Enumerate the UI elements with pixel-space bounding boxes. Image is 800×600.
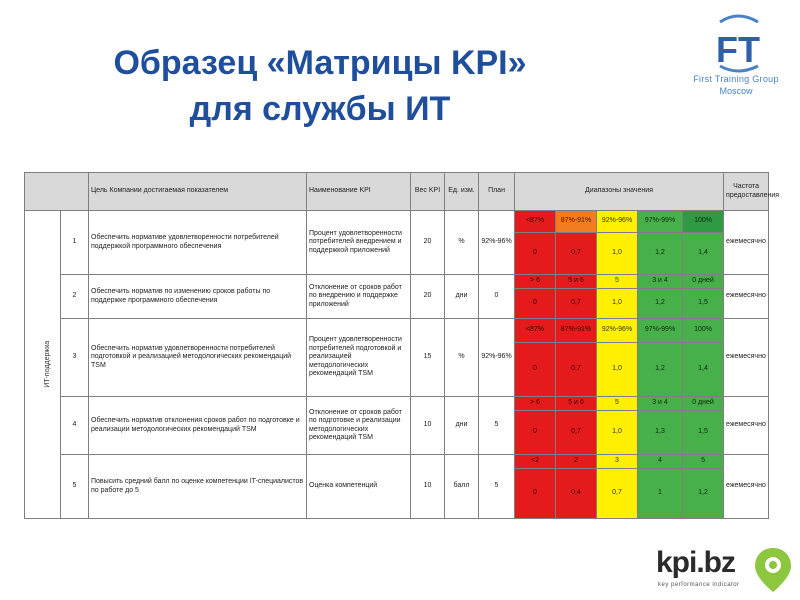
row-goal: Обеспечить норматив отклонения сроков работ по подготовке и реализации методологических рекомендаций TSM	[89, 397, 307, 455]
group-label: ИТ-поддержка	[44, 341, 52, 388]
range-label-red: <87%	[515, 211, 556, 233]
range-value-red: 0	[515, 233, 556, 275]
row-unit: балл	[445, 455, 479, 519]
row-number: 3	[61, 319, 89, 397]
row-goal: Обеспечить норматив удовлетворенности потребителей подготовкой и реализацией методологических рекомендаций TSM	[89, 319, 307, 397]
table-row	[25, 455, 769, 469]
row-plan: 5	[479, 397, 515, 455]
row-unit: %	[445, 319, 479, 397]
header-weight: Вес KPI	[411, 173, 445, 211]
range-label-red: <2	[515, 455, 556, 469]
row-weight: 15	[411, 319, 445, 397]
row-number: 1	[61, 211, 89, 275]
row-weight: 20	[411, 275, 445, 319]
range-label-light-green: 3 и 4	[638, 275, 683, 289]
row-frequency: ежемесячно	[724, 211, 769, 275]
range-value-light-green: 1,2	[638, 343, 683, 397]
range-value-orange: 0,7	[556, 411, 597, 455]
header-empty	[25, 173, 89, 211]
slide-title-line-1: Образец «Матрицы KPI»	[113, 44, 527, 82]
range-label-dark-green: 100%	[683, 211, 724, 233]
table-row	[25, 319, 769, 343]
row-frequency: ежемесячно	[724, 275, 769, 319]
range-label-light-green: 97%-99%	[638, 319, 683, 343]
range-value-dark-green: 1,4	[683, 233, 724, 275]
row-unit: %	[445, 211, 479, 275]
range-value-orange: 0,4	[556, 469, 597, 519]
row-number: 2	[61, 275, 89, 319]
row-plan: 92%-96%	[479, 211, 515, 275]
kpibz-subtitle: key performance indicator	[658, 582, 740, 588]
row-unit: дни	[445, 397, 479, 455]
row-plan: 92%-96%	[479, 319, 515, 397]
ftg-monogram-icon	[710, 12, 766, 74]
header-unit: Ед. изм.	[445, 173, 479, 211]
range-value-red: 0	[515, 469, 556, 519]
range-label-yellow: 5	[597, 275, 638, 289]
range-label-red: > 6	[515, 275, 556, 289]
row-plan: 5	[479, 455, 515, 519]
range-label-yellow: 92%-96%	[597, 211, 638, 233]
range-label-yellow: 5	[597, 397, 638, 411]
row-frequency: ежемесячно	[724, 397, 769, 455]
row-frequency: ежемесячно	[724, 455, 769, 519]
table-row	[25, 397, 769, 411]
range-value-yellow: 1,0	[597, 411, 638, 455]
range-label-orange: 5 и 6	[556, 397, 597, 411]
range-label-dark-green: 0 дней	[683, 397, 724, 411]
range-value-orange: 0,7	[556, 289, 597, 319]
first-training-group-logo	[676, 8, 796, 104]
range-value-light-green: 1,2	[638, 289, 683, 319]
slide-title	[40, 40, 600, 132]
kpibz-brand: kpi.bz	[656, 546, 736, 579]
table-row	[25, 211, 769, 233]
range-label-yellow: 92%-96%	[597, 319, 638, 343]
range-label-orange: 5 и 6	[556, 275, 597, 289]
table-header-row	[25, 173, 769, 211]
range-value-light-green: 1	[638, 469, 683, 519]
range-label-red: <87%	[515, 319, 556, 343]
row-goal: Обеспечить норматив по изменению сроков работы по поддержке программного обеспечения	[89, 275, 307, 319]
row-kpi-name: Процент удовлетворенности потребителей подготовкой и реализацией методологических рекомендаций TSM	[307, 319, 411, 397]
range-value-dark-green: 1,4	[683, 343, 724, 397]
ftg-monogram-text: FT	[716, 29, 760, 70]
range-label-light-green: 97%-99%	[638, 211, 683, 233]
range-label-dark-green: 5	[683, 455, 724, 469]
range-label-light-green: 3 и 4	[638, 397, 683, 411]
range-value-red: 0	[515, 289, 556, 319]
group-label-cell	[25, 211, 61, 519]
row-unit: дни	[445, 275, 479, 319]
range-label-red: > 6	[515, 397, 556, 411]
row-weight: 20	[411, 211, 445, 275]
range-label-light-green: 4	[638, 455, 683, 469]
range-value-dark-green: 1,5	[683, 289, 724, 319]
range-label-yellow: 3	[597, 455, 638, 469]
range-value-yellow: 1,0	[597, 233, 638, 275]
location-pin-icon	[752, 546, 794, 594]
kpi-matrix-table	[24, 172, 780, 519]
range-value-dark-green: 1,5	[683, 411, 724, 455]
range-label-orange: 87%-91%	[556, 211, 597, 233]
row-frequency: ежемесячно	[724, 319, 769, 397]
row-weight: 10	[411, 397, 445, 455]
header-frequency: Частота предоставления	[724, 173, 769, 211]
table-row	[25, 275, 769, 289]
range-value-light-green: 1,2	[638, 233, 683, 275]
range-value-light-green: 1,3	[638, 411, 683, 455]
range-label-dark-green: 100%	[683, 319, 724, 343]
row-weight: 10	[411, 455, 445, 519]
row-goal: Обеспечить нормативе удовлетворенности потребителей поддержкой программного обеспечения	[89, 211, 307, 275]
range-value-red: 0	[515, 343, 556, 397]
range-value-dark-green: 1,2	[683, 469, 724, 519]
row-number: 4	[61, 397, 89, 455]
range-value-red: 0	[515, 411, 556, 455]
slide-title-line-2: для службы ИТ	[189, 90, 451, 128]
range-value-yellow: 1,0	[597, 343, 638, 397]
range-label-orange: 87%-91%	[556, 319, 597, 343]
header-plan: План	[479, 173, 515, 211]
range-value-yellow: 1,0	[597, 289, 638, 319]
header-kpi-name: Наименование KPI	[307, 173, 411, 211]
row-number: 5	[61, 455, 89, 519]
row-kpi-name: Процент удовлетворенности потребителей внедрением и поддержкой приложений	[307, 211, 411, 275]
ftg-company-name: First Training Group	[693, 74, 779, 84]
row-goal: Повысить средний балл по оценке компетенции IT-специалистов по работе до 5	[89, 455, 307, 519]
range-label-orange: 2	[556, 455, 597, 469]
ftg-city: Moscow	[719, 86, 753, 96]
row-plan: 0	[479, 275, 515, 319]
row-kpi-name: Оценка компетенций	[307, 455, 411, 519]
range-value-orange: 0,7	[556, 343, 597, 397]
range-value-yellow: 0,7	[597, 469, 638, 519]
row-kpi-name: Отклонение от сроков работ по внедрению и поддержке приложений	[307, 275, 411, 319]
range-value-orange: 0,7	[556, 233, 597, 275]
kpibz-logo	[656, 546, 796, 598]
header-ranges: Диапазоны значения	[515, 173, 724, 211]
header-goal: Цель Компании достигаемая показателем	[89, 173, 307, 211]
row-kpi-name: Отклонение от сроков работ по подготовке и реализации методологических рекомендаций TSM	[307, 397, 411, 455]
range-label-dark-green: 0 дней	[683, 275, 724, 289]
